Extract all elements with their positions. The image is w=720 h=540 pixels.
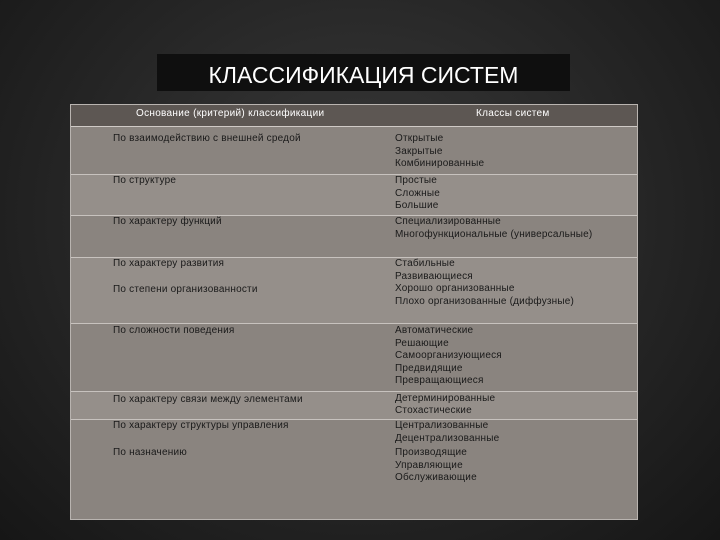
class-item: Плохо организованные (диффузные): [395, 295, 575, 307]
class-item: Открытые: [395, 133, 444, 144]
class-item: Хорошо организованные: [395, 283, 515, 294]
row-divider: [71, 391, 637, 392]
class-item: Простые: [395, 175, 438, 186]
class-item: Решающие: [395, 337, 449, 349]
slide-title: КЛАССИФИКАЦИЯ СИСТЕМ: [208, 62, 519, 88]
criterion-cell: По сложности поведения: [113, 325, 235, 336]
class-item: Централизованные: [395, 420, 489, 431]
class-item: Превращающиеся: [395, 375, 484, 386]
slide-title-box: [157, 54, 570, 91]
classification-table: [70, 104, 638, 520]
class-item: Стабильные: [395, 258, 455, 269]
class-item: Обслуживающие: [395, 472, 477, 483]
class-item: Сложные: [395, 187, 440, 199]
criterion-cell: По структуре: [113, 175, 177, 186]
criterion-cell: По характеру функций: [113, 216, 222, 227]
class-item: Комбинированные: [395, 158, 485, 169]
criterion-cell: По степени организованности: [113, 284, 258, 295]
class-item: Стохастические: [395, 405, 472, 416]
class-item: Автоматические: [395, 325, 474, 336]
header-classes: Классы систем: [476, 108, 550, 119]
class-item: Децентрализованные: [395, 432, 500, 444]
class-item: Управляющие: [395, 459, 463, 471]
class-item: Детерминированные: [395, 393, 496, 404]
criterion-cell: По характеру структуры управления: [113, 420, 289, 431]
class-item: Многофункциональные (универсальные): [395, 228, 593, 240]
class-item: Большие: [395, 200, 439, 211]
table-header: [71, 105, 637, 127]
header-criterion: Основание (критерий) классификации: [136, 108, 325, 119]
class-item: Специализированные: [395, 216, 501, 227]
criterion-cell: По характеру связи между элементами: [113, 394, 303, 405]
class-item: Предвидящие: [395, 362, 463, 374]
class-item: Самоорганизующиеся: [395, 350, 502, 361]
table-band: [71, 419, 637, 519]
criterion-cell: По взаимодействию с внешней средой: [113, 133, 301, 144]
criterion-cell: По характеру развития: [113, 258, 225, 269]
criterion-cell: По назначению: [113, 447, 187, 458]
row-divider: [71, 323, 637, 324]
class-item: Производящие: [395, 447, 468, 458]
class-item: Развивающиеся: [395, 270, 473, 282]
class-item: Закрытые: [395, 145, 443, 157]
